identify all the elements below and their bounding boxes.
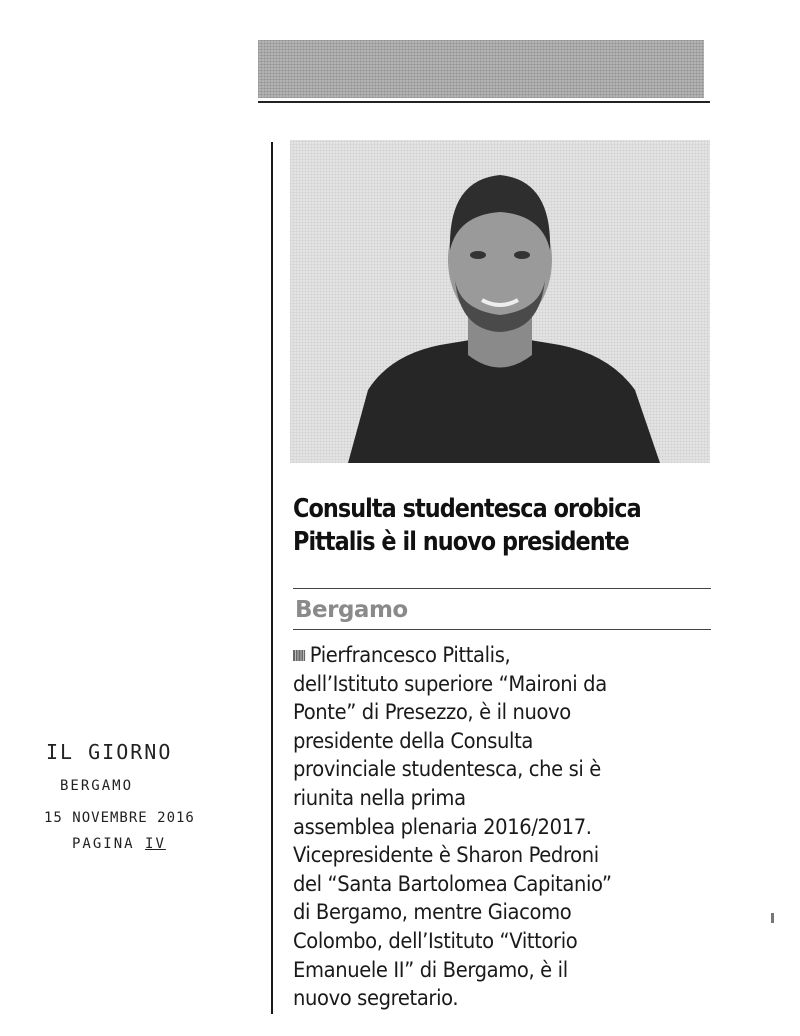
headline xyxy=(293,493,654,559)
body-line: Emanuele II” di Bergamo, è il xyxy=(293,957,568,982)
body-line-text: Pierfrancesco Pittalis, xyxy=(309,643,511,667)
body-line: Ponte” di Presezzo, è il nuovo xyxy=(293,700,571,725)
note-page-label: PAGINA xyxy=(72,836,135,852)
handwritten-source-note xyxy=(30,740,270,852)
paragraph-marker-icon xyxy=(293,650,305,661)
dateline-rule-top xyxy=(293,588,711,589)
note-date: 15 NOVEMBRE 2016 xyxy=(44,810,195,826)
note-page-number: IV xyxy=(145,836,166,852)
note-edition: BERGAMO xyxy=(60,778,134,794)
body-line: assemblea plenaria 2016/2017. xyxy=(293,814,592,839)
body-line: del “Santa Bartolomea Capitanio” xyxy=(293,871,612,896)
body-line: Colombo, dell’Istituto “Vittorio xyxy=(293,928,578,953)
dateline: Bergamo xyxy=(295,597,408,623)
headline-line: Pittalis è il nuovo presidente xyxy=(293,527,629,557)
portrait-illustration xyxy=(290,140,710,463)
body-line: nuovo segretario. xyxy=(293,986,459,1011)
body-line: presidente della Consulta xyxy=(293,728,533,753)
body-line: dell’Istituto superiore “Maironi da xyxy=(293,671,607,696)
portrait-photo xyxy=(290,140,710,463)
dateline-rule-bottom xyxy=(293,629,711,630)
header-rule xyxy=(258,101,710,103)
body-line: provinciale studentesca, che si è xyxy=(293,757,601,782)
headline-line: Consulta studentesca orobica xyxy=(293,494,641,524)
header-band xyxy=(258,40,704,98)
article-body xyxy=(293,641,702,1013)
note-page xyxy=(72,836,270,852)
scan-speck xyxy=(771,913,774,923)
note-newspaper: IL GIORNO xyxy=(46,740,173,764)
body-line: di Bergamo, mentre Giacomo xyxy=(293,900,572,925)
column-rule xyxy=(271,142,273,1014)
body-line xyxy=(293,641,702,670)
body-line: Vicepresidente è Sharon Pedroni xyxy=(293,843,599,868)
body-line: riunita nella prima xyxy=(293,785,466,810)
